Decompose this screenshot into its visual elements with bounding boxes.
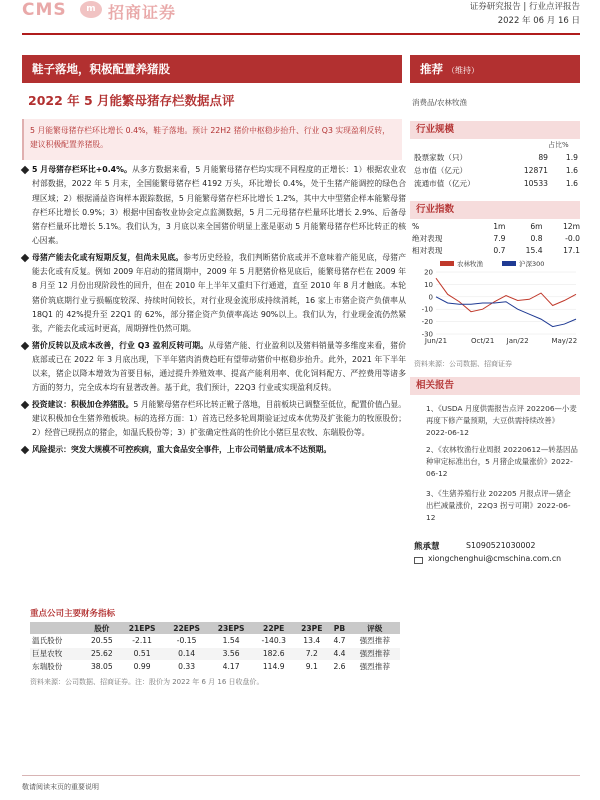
section-header-scale: 行业规模 <box>410 121 580 139</box>
rating-label: 推荐 <box>420 62 443 76</box>
paragraph-lead: 5 月母猪存栏环比+0.4%。 <box>32 165 132 174</box>
scale-key: 流通市值（亿元） <box>414 179 475 188</box>
financials-table <box>30 622 400 674</box>
chart-source: 资料来源：公司数据、招商证券 <box>414 360 512 368</box>
headline-bar: 鞋子落地，积极配置养猪股 <box>22 55 402 83</box>
table-cell: 强烈推荐 <box>350 634 401 647</box>
table-cell: -140.3 <box>253 634 294 647</box>
header-divider <box>22 33 580 35</box>
y-tick-label: 10 <box>424 280 433 289</box>
y-tick-label: 0 <box>428 293 433 302</box>
risk-paragraph <box>22 443 406 457</box>
analyst-name: 熊承慧 <box>414 542 440 552</box>
column-header: 23PE <box>294 622 329 634</box>
y-tick-label: 20 <box>424 268 433 277</box>
paragraph-lead: 投资建议：积极加仓养猪股。 <box>32 399 134 409</box>
diamond-bullet-icon <box>21 166 29 174</box>
x-tick-label: Oct/21 <box>470 337 495 345</box>
related-report-text: 2、《农林牧渔行业周报 20220612—转基因品种审定标准出台，5 月猪企成量涨价》2022-06-12 <box>426 445 578 478</box>
analyst-email[interactable]: xiongchenghui@cmschina.com.cn <box>428 554 562 563</box>
index-table <box>412 220 580 256</box>
paragraph <box>22 339 406 396</box>
column-header: 股价 <box>84 622 120 634</box>
table-cell: 1.54 <box>209 634 254 647</box>
scale-key: 股票家数（只） <box>414 153 468 162</box>
column-header: 23EPS <box>209 622 254 634</box>
paragraph-lead: 母猪产能去化或有短期反复，但尚未见底。 <box>32 252 184 262</box>
index-cell: -0.0 <box>565 233 580 243</box>
table-cell: 温氏股份 <box>30 634 84 647</box>
legend-swatch <box>440 261 454 266</box>
column-header: PB <box>329 622 349 634</box>
section-header-related: 相关报告 <box>410 377 580 395</box>
table-cell: 25.62 <box>84 647 120 660</box>
scale-share: 1.9 <box>565 153 578 162</box>
paragraph-text: 从多方数据来看，5 月能繁母猪存栏均实现不同程度的正增长：1）根据农业农村部数据，2022 年 5 月末，全国能繁母猪存栏 4192 万头，环比增长 0.4%，处于生猪产能调控的绿色合理区域；2）根据涌益咨询样本跟踪数据，5 月能繁母猪存栏环比增长 1.2%，其中大中型猪企样本能繁母猪存栏环比增长 0.9%；3）根据中国畜牧业协会定点监测数据，5 月二元母猪存栏量环比增长 2.9%、后备母猪存栏量环比增长 5.1%。我们认为，3 月底以来全国猪价明显上涨是驱动 5 月能繁母猪存栏环比转正的核心因素。 <box>32 165 406 246</box>
index-cell: 15.4 <box>525 245 543 255</box>
table-header-row <box>30 622 400 634</box>
table-cell: 182.6 <box>253 647 294 660</box>
y-tick-label: -30 <box>421 330 433 339</box>
column-header: 22PE <box>253 622 294 634</box>
industry-label: 消费品/农林牧渔 <box>412 98 468 107</box>
index-row <box>412 232 580 244</box>
index-cell: 7.9 <box>493 233 506 243</box>
related-report-text: 1、《USDA 月度供需报告点评 202206—小麦再度下修产量预期，大豆供需持续改善》2022-06-12 <box>426 404 577 437</box>
diamond-bullet-icon <box>21 401 29 409</box>
table-cell: 13.4 <box>294 634 329 647</box>
table-cell: 4.4 <box>329 647 349 660</box>
index-header-cell: 6m <box>530 221 543 231</box>
column-header: 22EPS <box>164 622 209 634</box>
section-header-index: 行业指数 <box>410 201 580 219</box>
summary-box: 5 月能繁母猪存栏环比增长 0.4%，鞋子落地。预计 22H2 猪价中枢稳步抬升、行业 Q3 实现盈利反转，建议积极配置养猪股。 <box>22 119 402 160</box>
rating-bar <box>410 55 580 83</box>
y-tick-label: -20 <box>421 318 433 327</box>
index-header-row <box>412 220 580 232</box>
y-tick-label: -10 <box>421 305 433 314</box>
scale-row <box>414 177 578 190</box>
table-cell: 0.33 <box>164 660 209 673</box>
footer-note: 敬请阅读末页的重要说明 <box>22 783 99 791</box>
scale-value: 10533 <box>523 179 548 188</box>
scale-value: 12871 <box>523 166 548 175</box>
column-header <box>30 622 84 634</box>
scale-row <box>414 151 578 164</box>
paragraph <box>22 398 406 441</box>
table-cell: 114.9 <box>253 660 294 673</box>
diamond-bullet-icon <box>21 445 29 453</box>
table-cell: 巨星农牧 <box>30 647 84 660</box>
related-report-item <box>414 403 578 439</box>
table-cell: 0.51 <box>120 647 165 660</box>
diamond-bullet-icon <box>21 254 29 262</box>
index-header-cell: 1m <box>493 221 506 231</box>
paragraph-text: 参考历史经验，我们判断猪价底或并不意味着产能见底，母猪产能去化或有反复。例如 2009 年启动的猪周期中，2009 年 5 月肥猪价格见底后，能繁母猪存栏在 2009 年 8 月至 12 月份出现阶段性的回升，但在 2010 年上半年又重归下行通道，直至 2010 年 8 月才触底。本轮猪价筑底期行业亏损幅度较深、持续时间较长，对行业现金流形成持续消耗，16 家上市猪企资产负债率从 18Q1 的 42%提升至 22Q1 的 62%，部分猪企资产负债率高达 90%以上。我们认为，行业现金流仍然紧张，产能去化或远时更高，周期弹性仍然可期。 <box>32 252 407 334</box>
paragraph-text: 从母猪产能、行业盈利以及猪料销量等多维度来看，猪价底部或已在 2022 年 3 月底出现，下半年猪肉消费趋旺有望带动猪价中枢稳步抬升。此外，2021 年下半年以来，猪企以降本增效为首要目标，通过提升养殖效率、提高产能利用率、优化饲料配方、严控费用等诸多方面的努力，完全成本均有显著改善。基于此，我们预计，22Q3 行业或实现盈利反转。 <box>32 340 406 393</box>
logo-mark: m <box>80 1 102 18</box>
table-cell: 4.17 <box>209 660 254 673</box>
column-header: 21EPS <box>120 622 165 634</box>
x-tick-label: Jan/22 <box>506 337 529 345</box>
report-date: 2022 年 06 月 16 日 <box>497 16 580 26</box>
index-header-cell: 12m <box>562 221 580 231</box>
company-logo <box>22 0 212 22</box>
table-cell: 强烈推荐 <box>350 647 401 660</box>
logo-text-cn: 招商证券 <box>108 3 177 22</box>
series-line-0 <box>436 278 576 311</box>
paragraph-text: 5 月能繁母猪存栏环比转正靴子落地，目前板块已调整至低位，配置价值凸显。建议积极加仓生猪养殖板块。标的选择方面：1）首选已经多轮周期验证过成本优势及扩张能力的牧原股份；2）经营已现拐点的猪企，如温氏股份等；3）扩张确定性高的性价比小猪巨星农牧、东瑞股份等。 <box>32 399 406 438</box>
doc-type: 证券研究报告 | 行业点评报告 <box>469 2 580 12</box>
table-cell: 强烈推荐 <box>350 660 401 673</box>
index-cell: 0.8 <box>530 233 543 243</box>
scale-share: 1.6 <box>565 179 578 188</box>
table-cell: 4.7 <box>329 634 349 647</box>
financials-title: 重点公司主要财务指标 <box>30 609 116 619</box>
x-tick-label: May/22 <box>551 337 578 345</box>
scale-share: 1.6 <box>565 166 578 175</box>
related-report-item <box>414 488 578 524</box>
envelope-icon <box>414 557 423 564</box>
table-row <box>30 647 400 660</box>
index-cell: 0.7 <box>493 245 506 255</box>
scale-value: 89 <box>538 153 548 162</box>
x-tick-label: Jun/21 <box>424 337 448 345</box>
header-meta <box>470 0 580 28</box>
report-title: 2022 年 5 月能繁母猪存栏数据点评 <box>28 93 235 108</box>
paragraph <box>22 251 406 337</box>
paragraph-lead: 猪价反转以及成本改善，行业 Q3 盈利反转可期。 <box>32 340 209 350</box>
table-row <box>30 634 400 647</box>
paragraph-lead: 风险提示：突发大规模不可控疾病，重大食品安全事件，上市公司销量/成本不达预期。 <box>32 444 332 454</box>
index-cell: 相对表现 <box>412 245 443 255</box>
table-cell: 东瑞股份 <box>30 660 84 673</box>
legend-label: 农林牧渔 <box>457 260 483 268</box>
financials-source: 资料来源：公司数据、招商证券。注：股价为 2022 年 6 月 16 日收盘价。 <box>30 678 264 686</box>
table-cell: -0.15 <box>164 634 209 647</box>
scale-unit: 占比% <box>548 141 569 149</box>
table-cell: 0.99 <box>120 660 165 673</box>
legend-swatch <box>502 261 516 266</box>
table-cell: 0.14 <box>164 647 209 660</box>
table-cell: -2.11 <box>120 634 165 647</box>
rating-sub: （维持） <box>447 66 480 75</box>
paragraph <box>22 163 406 249</box>
related-report-item <box>414 444 578 480</box>
footer-divider <box>22 775 580 776</box>
logo-text-en: CMS <box>22 0 67 20</box>
related-report-text: 3、《生猪养殖行业 202205 月报点评—猪企出栏减量涨价，22Q3 拐亏可期》2022-06-12 <box>426 489 571 522</box>
series-line-1 <box>436 297 576 327</box>
index-row <box>412 244 580 256</box>
table-cell: 38.05 <box>84 660 120 673</box>
scale-key: 总市值（亿元） <box>414 166 468 175</box>
table-cell: 9.1 <box>294 660 329 673</box>
index-cell: 绝对表现 <box>412 233 443 243</box>
analyst-license: S1090521030002 <box>466 541 536 550</box>
scale-row <box>414 164 578 177</box>
index-performance-chart <box>410 258 580 348</box>
table-row <box>30 660 400 673</box>
table-cell: 7.2 <box>294 647 329 660</box>
index-cell: 17.1 <box>563 245 580 255</box>
table-cell: 20.55 <box>84 634 120 647</box>
legend-label: 沪深300 <box>519 260 545 268</box>
column-header: 评级 <box>350 622 401 634</box>
diamond-bullet-icon <box>21 341 29 349</box>
table-cell: 2.6 <box>329 660 349 673</box>
index-header-cell: % <box>412 221 420 231</box>
report-body <box>22 163 406 459</box>
table-cell: 3.56 <box>209 647 254 660</box>
